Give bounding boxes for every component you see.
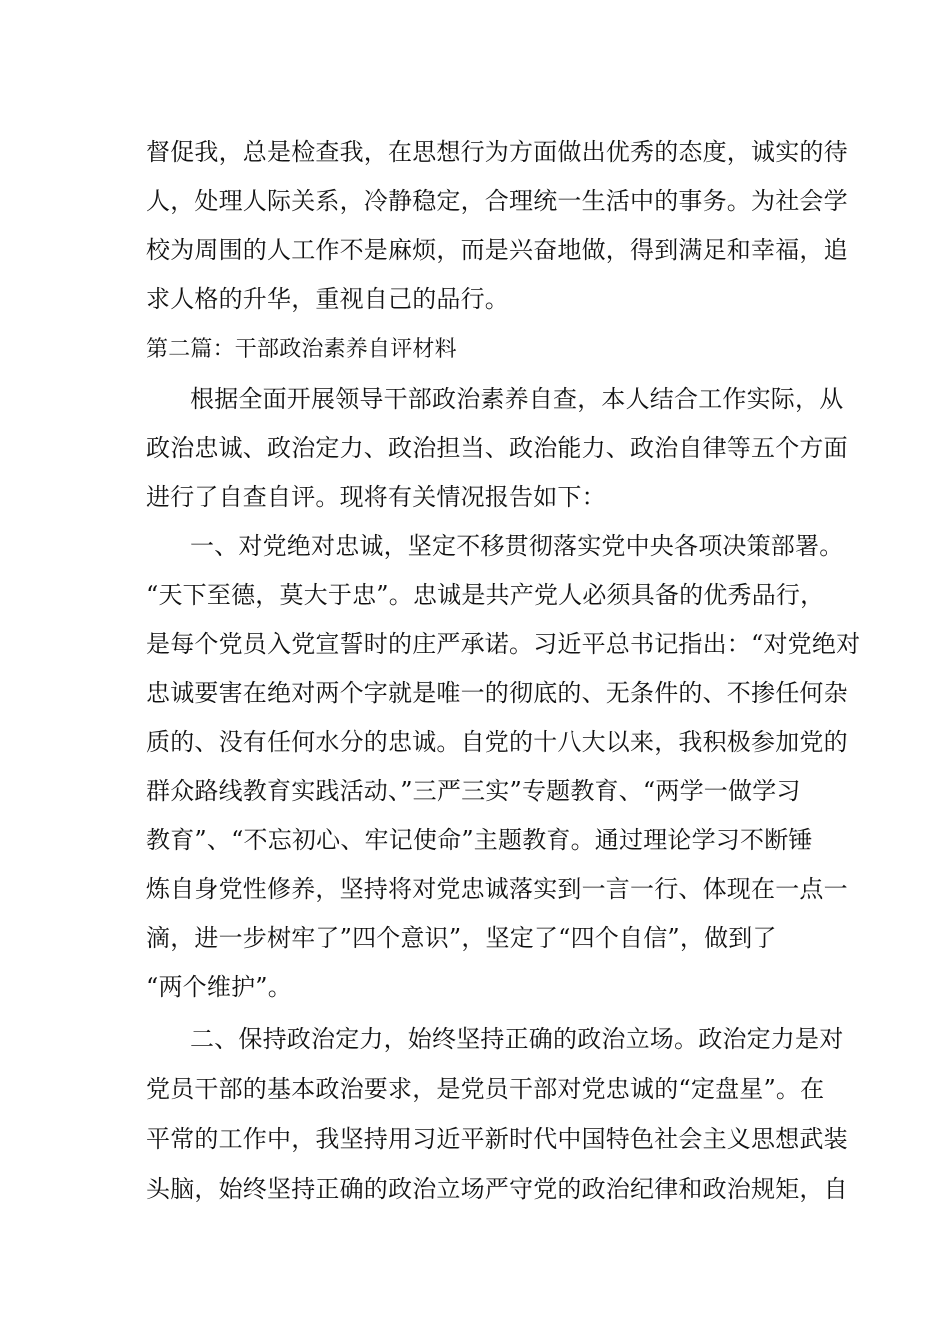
- paragraph-first-line: 二、保持政治定力，始终坚持正确的政治立场。政治定力是对: [190, 1025, 844, 1053]
- text-line: 忠诚要害在绝对两个字就是唯一的彻底的、无条件的、不掺任何杂: [146, 679, 848, 707]
- paragraph-first-line: 根据全面开展领导干部政治素养自查，本人结合工作实际，从: [190, 385, 844, 413]
- text-line: 督促我，总是检查我，在思想行为方面做出优秀的态度，诚实的待: [146, 138, 848, 166]
- text-line: 政治忠诚、政治定力、政治担当、政治能力、政治自律等五个方面: [146, 434, 848, 462]
- text-line: 求人格的升华，重视自己的品行。: [146, 285, 509, 313]
- text-line: 平常的工作中，我坚持用习近平新时代中国特色社会主义思想武装: [146, 1125, 848, 1153]
- text-line: 党员干部的基本政治要求，是党员干部对党忠诚的“定盘星”。在: [146, 1075, 825, 1103]
- text-line: 滴，进一步树牢了”四个意识”，坚定了“四个自信”，做到了: [146, 924, 777, 952]
- text-line: 质的、没有任何水分的忠诚。自党的十八大以来，我积极参加党的: [146, 728, 848, 756]
- text-line: “两个维护”。: [146, 973, 292, 1001]
- text-line: 头脑，始终坚持正确的政治立场严守党的政治纪律和政治规矩，自: [146, 1175, 848, 1203]
- text-line: 进行了自查自评。现将有关情况报告如下：: [146, 483, 606, 511]
- text-line: 教育”、“不忘初心、牢记使命”主题教育。通过理论学习不断锤: [146, 826, 813, 854]
- text-line: “天下至德，莫大于忠”。忠诚是共产党人必须具备的优秀品行，: [146, 581, 825, 609]
- text-line: 是每个党员入党宣誓时的庄严承诺。习近平总书记指出：“对党绝对: [146, 630, 861, 658]
- text-line: 人，处理人际关系，冷静稳定，合理统一生活中的事务。为社会学: [146, 187, 848, 215]
- text-line: 校为周围的人工作不是麻烦，而是兴奋地做，得到满足和幸福，追: [146, 236, 848, 264]
- text-line: 炼自身党性修养，坚持将对党忠诚落实到一言一行、体现在一点一: [146, 875, 848, 903]
- section-heading: 第二篇：干部政治素养自评材料: [146, 337, 457, 362]
- paragraph-first-line: 一、对党绝对忠诚，坚定不移贯彻落实党中央各项决策部署。: [190, 532, 844, 560]
- text-line: 群众路线教育实践活动、”三严三实”专题教育、“两学一做学习: [146, 777, 801, 805]
